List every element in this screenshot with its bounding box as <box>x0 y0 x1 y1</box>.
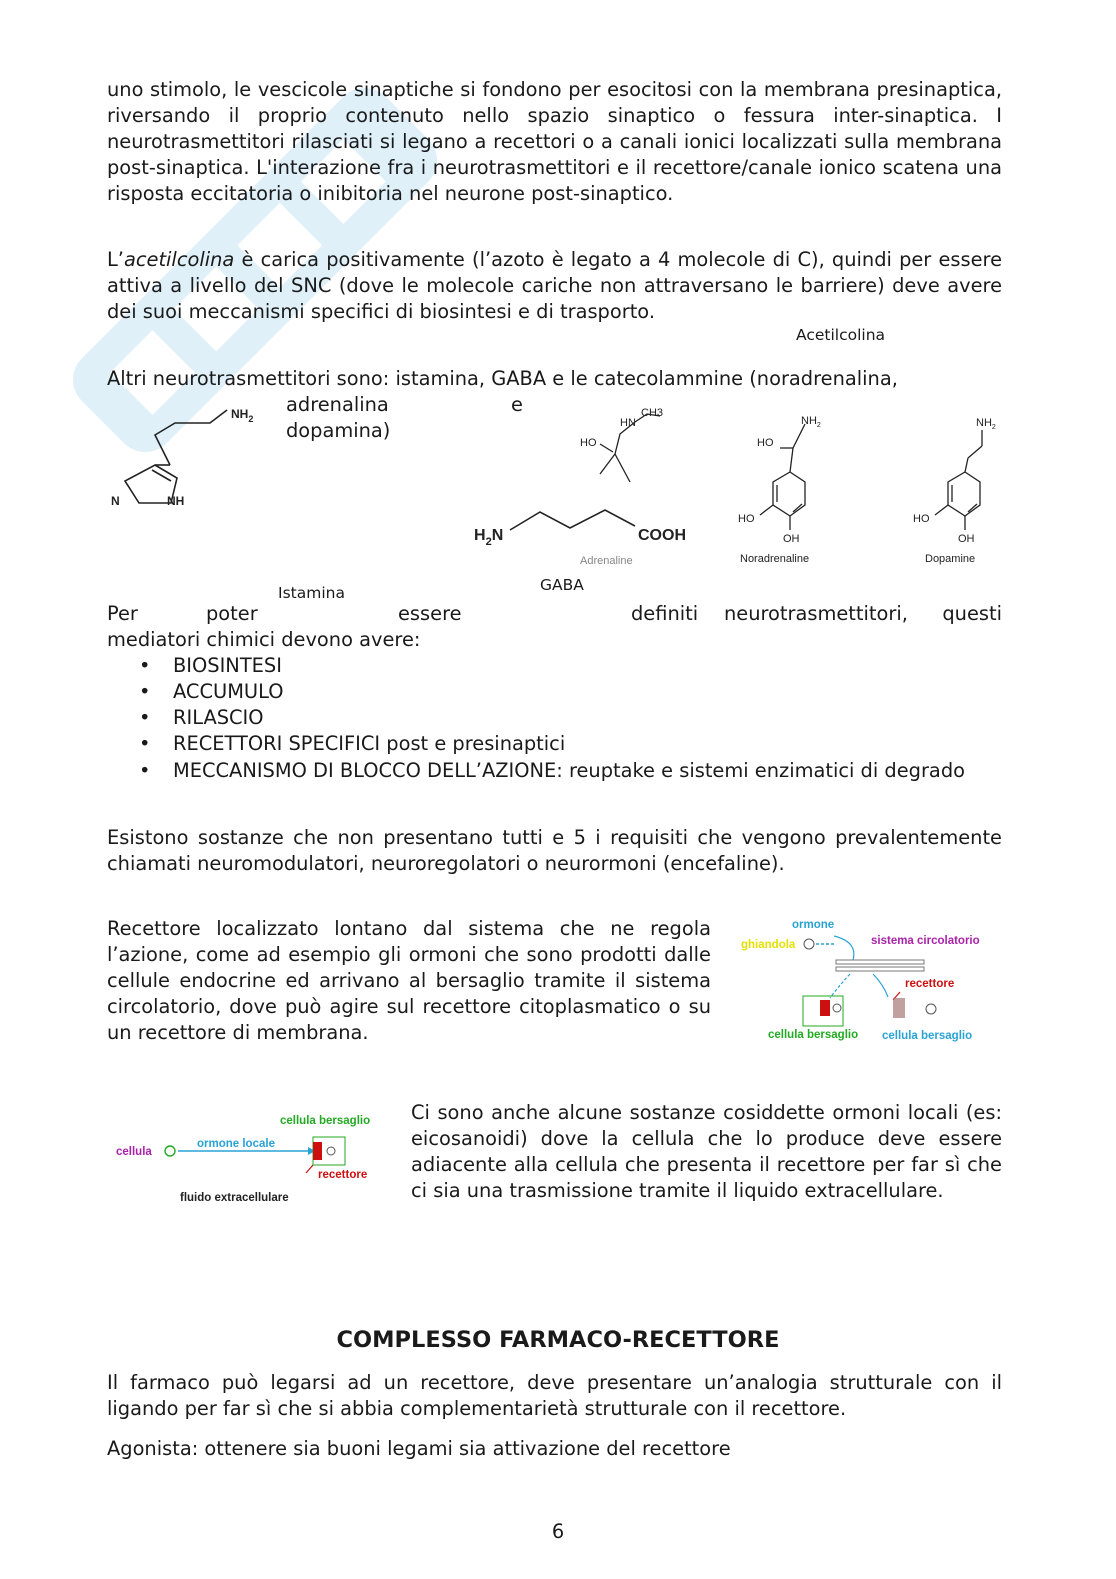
noradrenaline-label: Noradrenaline <box>740 553 810 565</box>
histamine-n: N <box>111 494 120 508</box>
diagram2-recettore-label: recettore <box>318 1169 368 1181</box>
caption-acetilcolina: Acetilcolina <box>796 326 886 344</box>
diagram2-ormone-label: ormone locale <box>197 1138 275 1150</box>
noradrenaline-ho2: HO <box>738 513 755 525</box>
adrenaline-ho: HO <box>580 437 597 449</box>
gaba-h2n: $H_2N$ <box>474 527 504 548</box>
diagram2-cellula-label: cellula <box>116 1146 152 1158</box>
caption-gaba: GABA <box>540 576 584 594</box>
dopamine-ho: HO <box>913 513 930 525</box>
histamine-structure <box>105 395 285 535</box>
requirements-list <box>107 653 1002 784</box>
membrane-receptor-icon <box>820 1000 830 1016</box>
paracrine-diagram <box>110 1108 390 1208</box>
diagram2-fluido-label: fluido extracellulare <box>180 1192 289 1204</box>
source-cell-icon <box>165 1146 175 1156</box>
list-item: • MECCANISMO DI BLOCCO DELL’AZIONE: reuptake e sistemi enzimatici di degrado <box>107 757 1002 784</box>
paragraph-synapse: uno stimolo, le vescicole sinaptiche si fondono per esocitosi con la membrana presinaptica, riversando il proprio contenuto nello spazio sinaptico o fessura inter-sinaptica. I neurotrasmettitori rilasciati si legano a recettori o a canali ionici localizzati sulla membrana post-sinaptica. L'interazione fra i neurotrasmettitori e il recettore/canale ionico scatena una risposta eccitatoria o inibitoria nel neurone post-sinaptico. <box>107 78 1002 205</box>
noradrenaline-oh: OH <box>783 533 800 545</box>
text-adrenalina: adrenalina <box>286 393 389 416</box>
diagram2-bersaglio-label: cellula bersaglio <box>280 1115 371 1127</box>
text-dopamina: dopamina) <box>286 419 391 442</box>
adrenaline-hn: HN <box>620 417 636 429</box>
cytoplasmic-receptor-icon <box>893 998 905 1018</box>
endocrine-diagram <box>738 912 1008 1047</box>
dopamine-oh: OH <box>958 533 975 545</box>
paragraph-requirements-line1: Per poter essere definiti neurotrasmettitori, questi <box>107 602 1002 625</box>
noradrenaline-nh2: $NH_2$ <box>801 415 821 429</box>
adrenaline-structure <box>575 404 675 566</box>
diagram-recettore-label: recettore <box>905 978 955 990</box>
paragraph-requirements-line2: mediatori chimici devono avere: <box>107 628 421 651</box>
paragraph-distant-receptor: Recettore localizzato lontano dal sistema che ne regola l’azione, come ad esempio gli ormoni che sono prodotti dalle cellule endocrine ed arrivano al bersaglio tramite il sistema circolatorio, dove può agire sul recettore citoplasmatico o su un recettore di membrana. <box>107 917 711 1044</box>
paragraph-neuromodulators: Esistono sostanze che non presentano tutti e 5 i requisiti che vengono prevalentemente chiamati neuromodulatori, neuroregolatori o neurormoni (encefaline). <box>107 826 1002 875</box>
blood-vessel-top <box>836 960 924 964</box>
paragraph-drug-receptor: Il farmaco può legarsi ad un recettore, deve presentare un’analogia strutturale con il ligando per far sì che si abbia complementarietà strutturale con il recettore. <box>107 1371 1002 1420</box>
paragraph-agonist: Agonista: ottenere sia buoni legami sia attivazione del recettore <box>107 1437 731 1460</box>
paragraph-acetilcolina: L’acetilcolina è carica positivamente (l’azoto è legato a 4 molecole di C), quindi per essere attiva a livello del SNC (dove le molecole cariche non attraversano le barriere) deve avere dei suoi meccanismi specifici di biosintesi e di trasporto. <box>107 248 1002 323</box>
adrenaline-ch3: CH3 <box>641 407 664 419</box>
gaba-cooh: COOH <box>638 527 686 544</box>
paragraph-local-hormones: Ci sono anche alcune sostanze cosiddette ormoni locali (es: eicosanoidi) dove la cellula che lo produce deve essere adiacente alla cellula che presenta il recettore per far sì che ci sia una trasmissione tramite il liquido extracellulare. <box>411 1101 1002 1202</box>
section-heading: COMPLESSO FARMACO-RECETTORE <box>336 1327 780 1353</box>
diagram-sistema-label: sistema circolatorio <box>871 935 980 947</box>
list-item: • RECETTORI SPECIFICI post e presinaptici <box>107 731 1002 757</box>
paragraph-other-neurotransmitters: Altri neurotrasmettitori sono: istamina, GABA e le catecolammine (noradrenalina, <box>107 367 898 390</box>
adrenaline-label: Adrenaline <box>580 555 633 566</box>
list-item: • BIOSINTESI <box>107 653 1002 679</box>
receptor-icon <box>313 1142 322 1160</box>
dopamine-label: Dopamine <box>925 553 976 565</box>
diagram-ormone-label: ormone <box>792 919 835 931</box>
blood-vessel-bottom <box>836 967 924 971</box>
dopamine-nh2: $NH_2$ <box>976 417 996 431</box>
noradrenaline-ho1: HO <box>757 437 774 449</box>
list-item: • ACCUMULO <box>107 679 1002 705</box>
text-e: e <box>511 393 523 416</box>
caption-istamina: Istamina <box>278 584 345 602</box>
histamine-nh: NH <box>167 494 185 508</box>
diagram-bersaglio-label-1: cellula bersaglio <box>768 1029 859 1041</box>
diagram-ghiandola-label: ghiandola <box>741 939 796 951</box>
gland-cell-icon <box>804 939 814 949</box>
dopamine-structure <box>910 410 1020 570</box>
page-number: 6 <box>551 1520 565 1543</box>
histamine-nh2: $NH_2$ <box>231 407 254 424</box>
list-item: • RILASCIO <box>107 705 1002 731</box>
noradrenaline-structure <box>735 410 855 570</box>
diagram-bersaglio-label-2: cellula bersaglio <box>882 1030 973 1042</box>
